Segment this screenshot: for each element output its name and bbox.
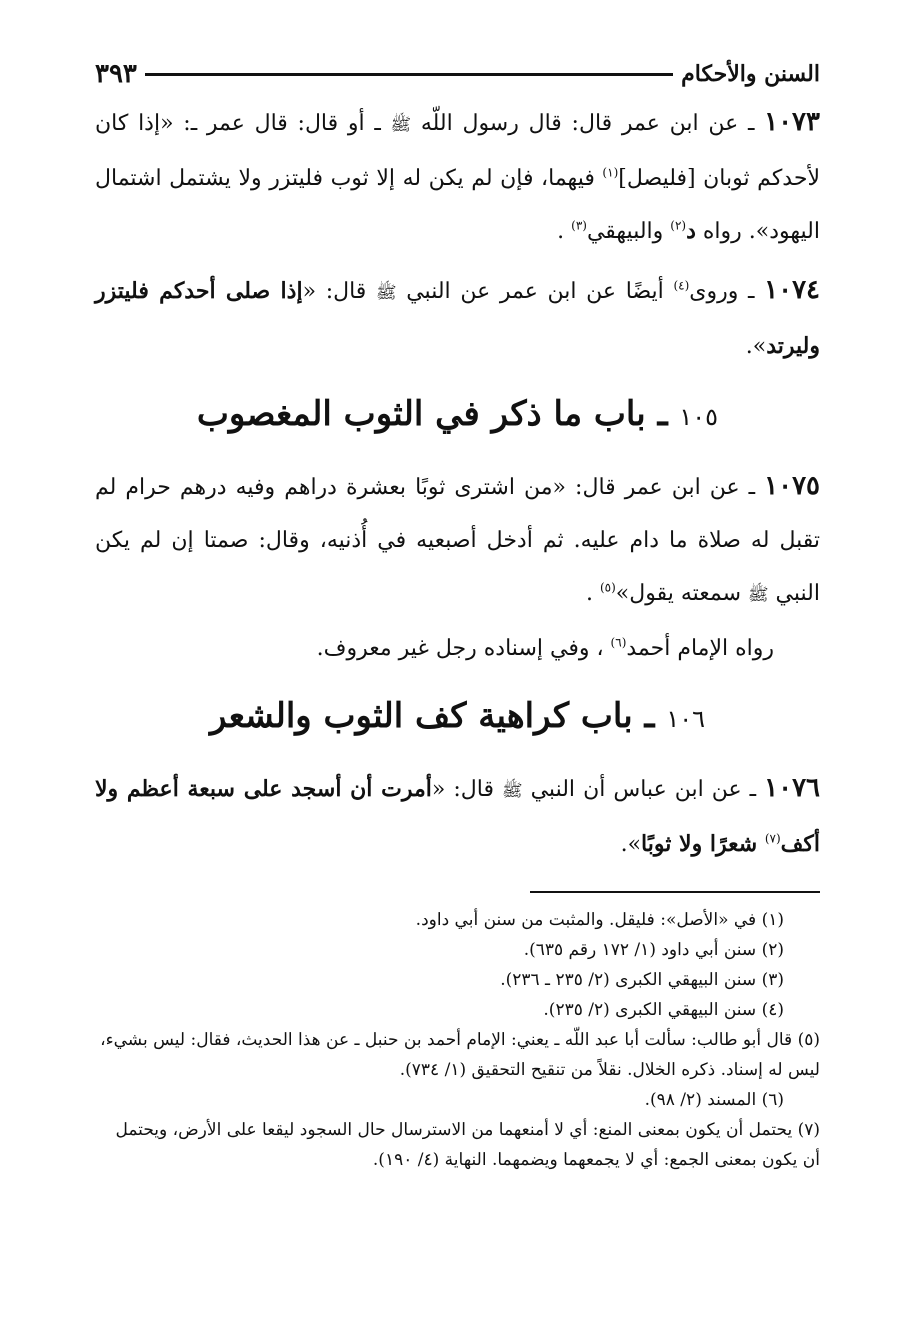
footnote-marker: (٦) [610,635,627,650]
footnote-marker: (٢) [670,218,687,233]
hadith-1075 [95,460,820,622]
hadith-text: ـ وروى [689,279,765,304]
footnote-marker: (١) [602,165,619,180]
book-title: السنن والأحكام [681,61,820,87]
hadith-text: . [585,581,600,606]
narration-text: رواه الإمام أحمد [626,636,774,661]
narration-text: ، وفي إسناده رجل غير معروف. [316,636,611,661]
hadith-number: ١٠٧٥ [764,471,820,501]
hadith-1073 [95,96,820,258]
hadith-text: ـ عن ابن عمر قال: قال رسول اللّه [411,111,765,136]
hadith-number: ١٠٧٣ [764,107,820,137]
hadith-1074 [95,264,820,373]
footnote-marker: (٧) [764,831,781,846]
salawat-glyph: ﷺ [502,781,523,801]
footnote: (٥) قال أبو طالب: سألت أبا عبد اللّه ـ يعني: الإمام أحمد بن حنبل ـ عن هذا الحديث، فقال: ليس بشيء، ليس له إسناد. ذكره الخلال. نقلاً من تنقيح التحقيق (١/ ٧٣٤). [100,1030,820,1080]
hadith-matn: أمرت أن أسجد على سبعة أعظم ولا أكف [95,776,820,857]
hadith-number: ١٠٧٤ [764,275,821,305]
hadith-text: ». [745,334,767,359]
salawat-glyph: ﷺ [390,115,412,135]
footnote-separator [530,891,820,893]
hadith-1076 [95,762,820,871]
footnote: (٤) سنن البيهقي الكبرى (٢/ ٢٣٥). [543,1000,784,1020]
hadith-text: قال: « [431,777,503,802]
chapter-title: ـ باب كراهية كف الثوب والشعر [209,696,667,736]
page-number: ٣٩٣ [95,59,137,89]
hadith-matn: شعرًا ولا ثوبًا [641,831,765,857]
hadith-text: فيهما، فإن لم يكن له إلا ثوب فليتزر ولا يشتمل اشتمال اليهود». رواه [95,166,820,244]
hadith-text: سمعته يقول» [615,581,749,606]
footnote: (١) في «الأصل»: فليقل. والمثبت من سنن أبي داود. [415,910,784,930]
chapter-number: ١٠٦ [666,705,706,733]
chapter-number: ١٠٥ [679,403,719,431]
footnote: (٦) المسند (٢/ ٩٨). [644,1090,784,1110]
book-page [95,52,820,1175]
footnote: (٣) سنن البيهقي الكبرى (٢/ ٢٣٥ ـ ٢٣٦). [500,970,784,990]
hadith-number: ١٠٧٦ [764,773,821,803]
footnote-marker: (٥) [599,580,616,595]
hadith-1075-narration [95,622,820,675]
hadith-text: ـ عن ابن عمر قال: «من اشترى ثوبًا بعشرة دراهم وفيه درهم حرام لم تقبل له صلاة ما دام عليه. ثم أدخل أصبعيه في أُذنيه، وقال: صمتا إن لم يكن النبي [95,475,820,606]
hadith-text: ـ أو قال: قال عمر ـ: «إذا كان لأحدكم ثوبان [فليصل] [95,111,820,191]
chapter-title: ـ باب ما ذكر في الثوب المغصوب [196,394,680,434]
hadith-matn: إذا صلى أحدكم فليتزر وليرتد [95,278,820,359]
footnote-marker: (٣) [571,218,587,233]
footnote: (٢) سنن أبي داود (١/ ١٧٢ رقم ٦٣٥). [523,940,784,960]
running-header [95,52,820,96]
footnotes [95,905,820,1175]
chapter-heading-105 [95,389,820,442]
footnote-marker: (٤) [673,278,690,293]
hadith-text: . [557,219,572,244]
salawat-glyph: ﷺ [376,283,397,303]
hadith-text: ». [620,832,642,857]
hadith-text: ـ عن ابن عباس أن النبي [522,777,765,802]
hadith-text: والبيهقي [586,219,671,244]
salawat-glyph: ﷺ [748,585,769,605]
hadith-text: أيضًا عن ابن عمر عن النبي [396,279,674,304]
source-abbrev: د [686,218,696,244]
chapter-heading-106 [95,691,820,744]
hadith-text: قال: « [302,279,376,304]
footnote: (٧) يحتمل أن يكون بمعنى المنع: أي لا أمنعهما من الاسترسال حال السجود ليقعا على الأرض، ويحتمل أن يكون بمعنى الجمع: أي لا يجمعهما ويضمهما. النهاية (٤/ ١٩٠). [115,1120,820,1170]
header-rule [145,73,673,76]
